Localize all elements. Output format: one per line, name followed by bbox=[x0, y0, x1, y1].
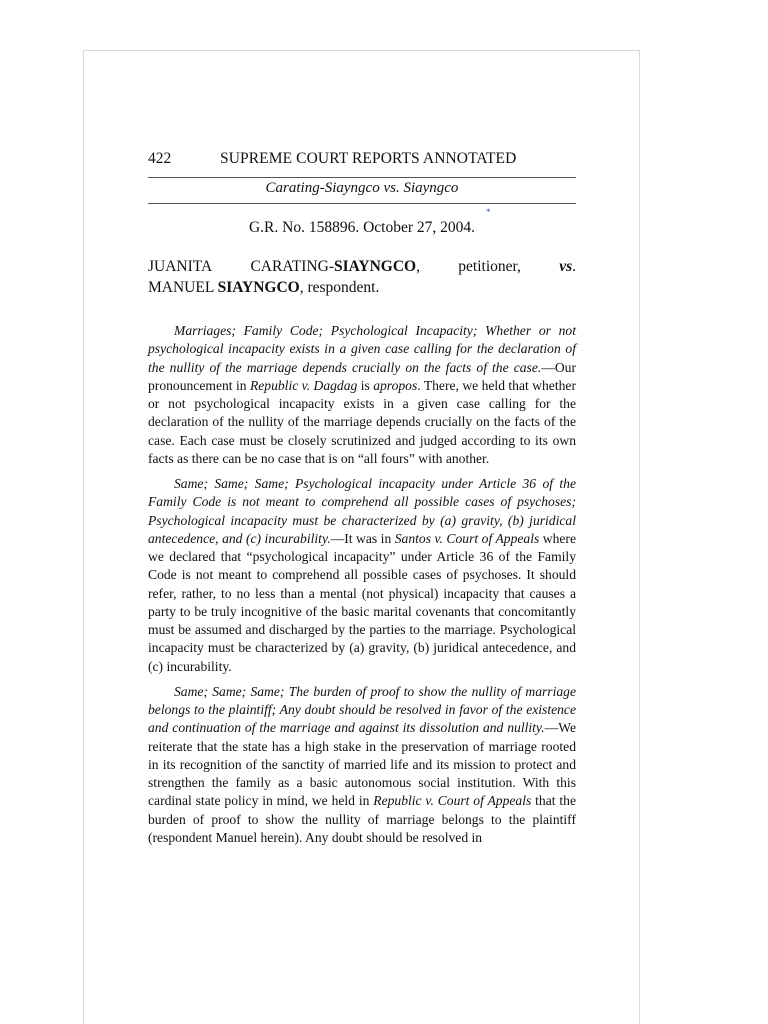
respondent-role: , respondent. bbox=[299, 279, 380, 296]
page-header bbox=[148, 150, 576, 172]
case-title: Carating-Siayngco vs. Siayngco bbox=[265, 180, 459, 196]
respondent-surname: SIAYNGCO bbox=[217, 279, 300, 296]
header-rule-bottom bbox=[148, 203, 576, 204]
gr-number-line: G.R. No. 158896. October 27, 2004. bbox=[248, 219, 476, 236]
respondent-first-name: MANUEL bbox=[148, 279, 218, 296]
running-title: SUPREME COURT REPORTS ANNOTATED bbox=[220, 150, 517, 167]
page-number: 422 bbox=[148, 150, 172, 167]
syllabus-paragraph-3: Same; Same; Same; The burden of proof to show the nullity of marriage belongs to the plaintiff; Any doubt should be resolved in favor of the existence and continuation of the marriage and against its dissolution and nullity.—We reiterate that the state has a high stake in the preservation of marriage rooted in its recognition of the sanctity of married life and its mission to protect and strengthen the family as a basic autonomous social institution. With this cardinal state policy in mind, we held in Republic v. Court of Appeals that the burden of proof to show the nullity of marriage belongs to the plaintiff (respondent Manuel herein). Any doubt should be resolved in bbox=[148, 683, 576, 845]
petitioner-role: petitioner, bbox=[458, 258, 521, 275]
versus-label: vs. bbox=[559, 258, 576, 275]
petitioner-first-name: JUANITA bbox=[148, 258, 213, 275]
syllabus-paragraph-2: Same; Same; Same; Psychological incapacity under Article 36 of the Family Code is not meant to comprehend all possible cases of psychoses; Psychological incapacity must be characterized by (a) gravity, (b) juridical antecedence, and (c) incurability.—It was in Santos v. Court of Appeals where we declared that “psychological incapacity” under Article 36 of the Family Code is not meant to comprehend all possible cases of psychoses. It should refer, rather, to no less than a mental (not physical) incapacity that causes a party to be truly incognitive of the basic marital covenants that concomitantly must be assumed and discharged by the parties to the marriage. Psychological incapacity must be characterized by (a) gravity, (b) juridical antecedence, and (c) incurability. bbox=[148, 476, 576, 674]
footnote-marker: * bbox=[486, 207, 491, 217]
parties-block bbox=[148, 256, 576, 298]
parties-line-2 bbox=[148, 277, 576, 298]
syllabus-paragraph-1: Marriages; Family Code; Psychological Incapacity; Whether or not psychological incapacity exists in a given case calling for the declaration of the nullity of the marriage depends crucially on the facts of the case.—Our pronouncement in Republic v. Dagdag is apropos. There, we held that whether or not psychological incapacity exists in a given case calling for the declaration of the nullity of the marriage depends crucially on the facts of the case. Each case must be closely scrutinized and judged according to its own facts as there can be no case that is on “all fours” with another. bbox=[148, 323, 576, 466]
syllabus bbox=[148, 322, 576, 854]
petitioner-surname: CARATING-SIAYNGCO, bbox=[250, 258, 420, 275]
parties-line-1 bbox=[148, 256, 576, 277]
